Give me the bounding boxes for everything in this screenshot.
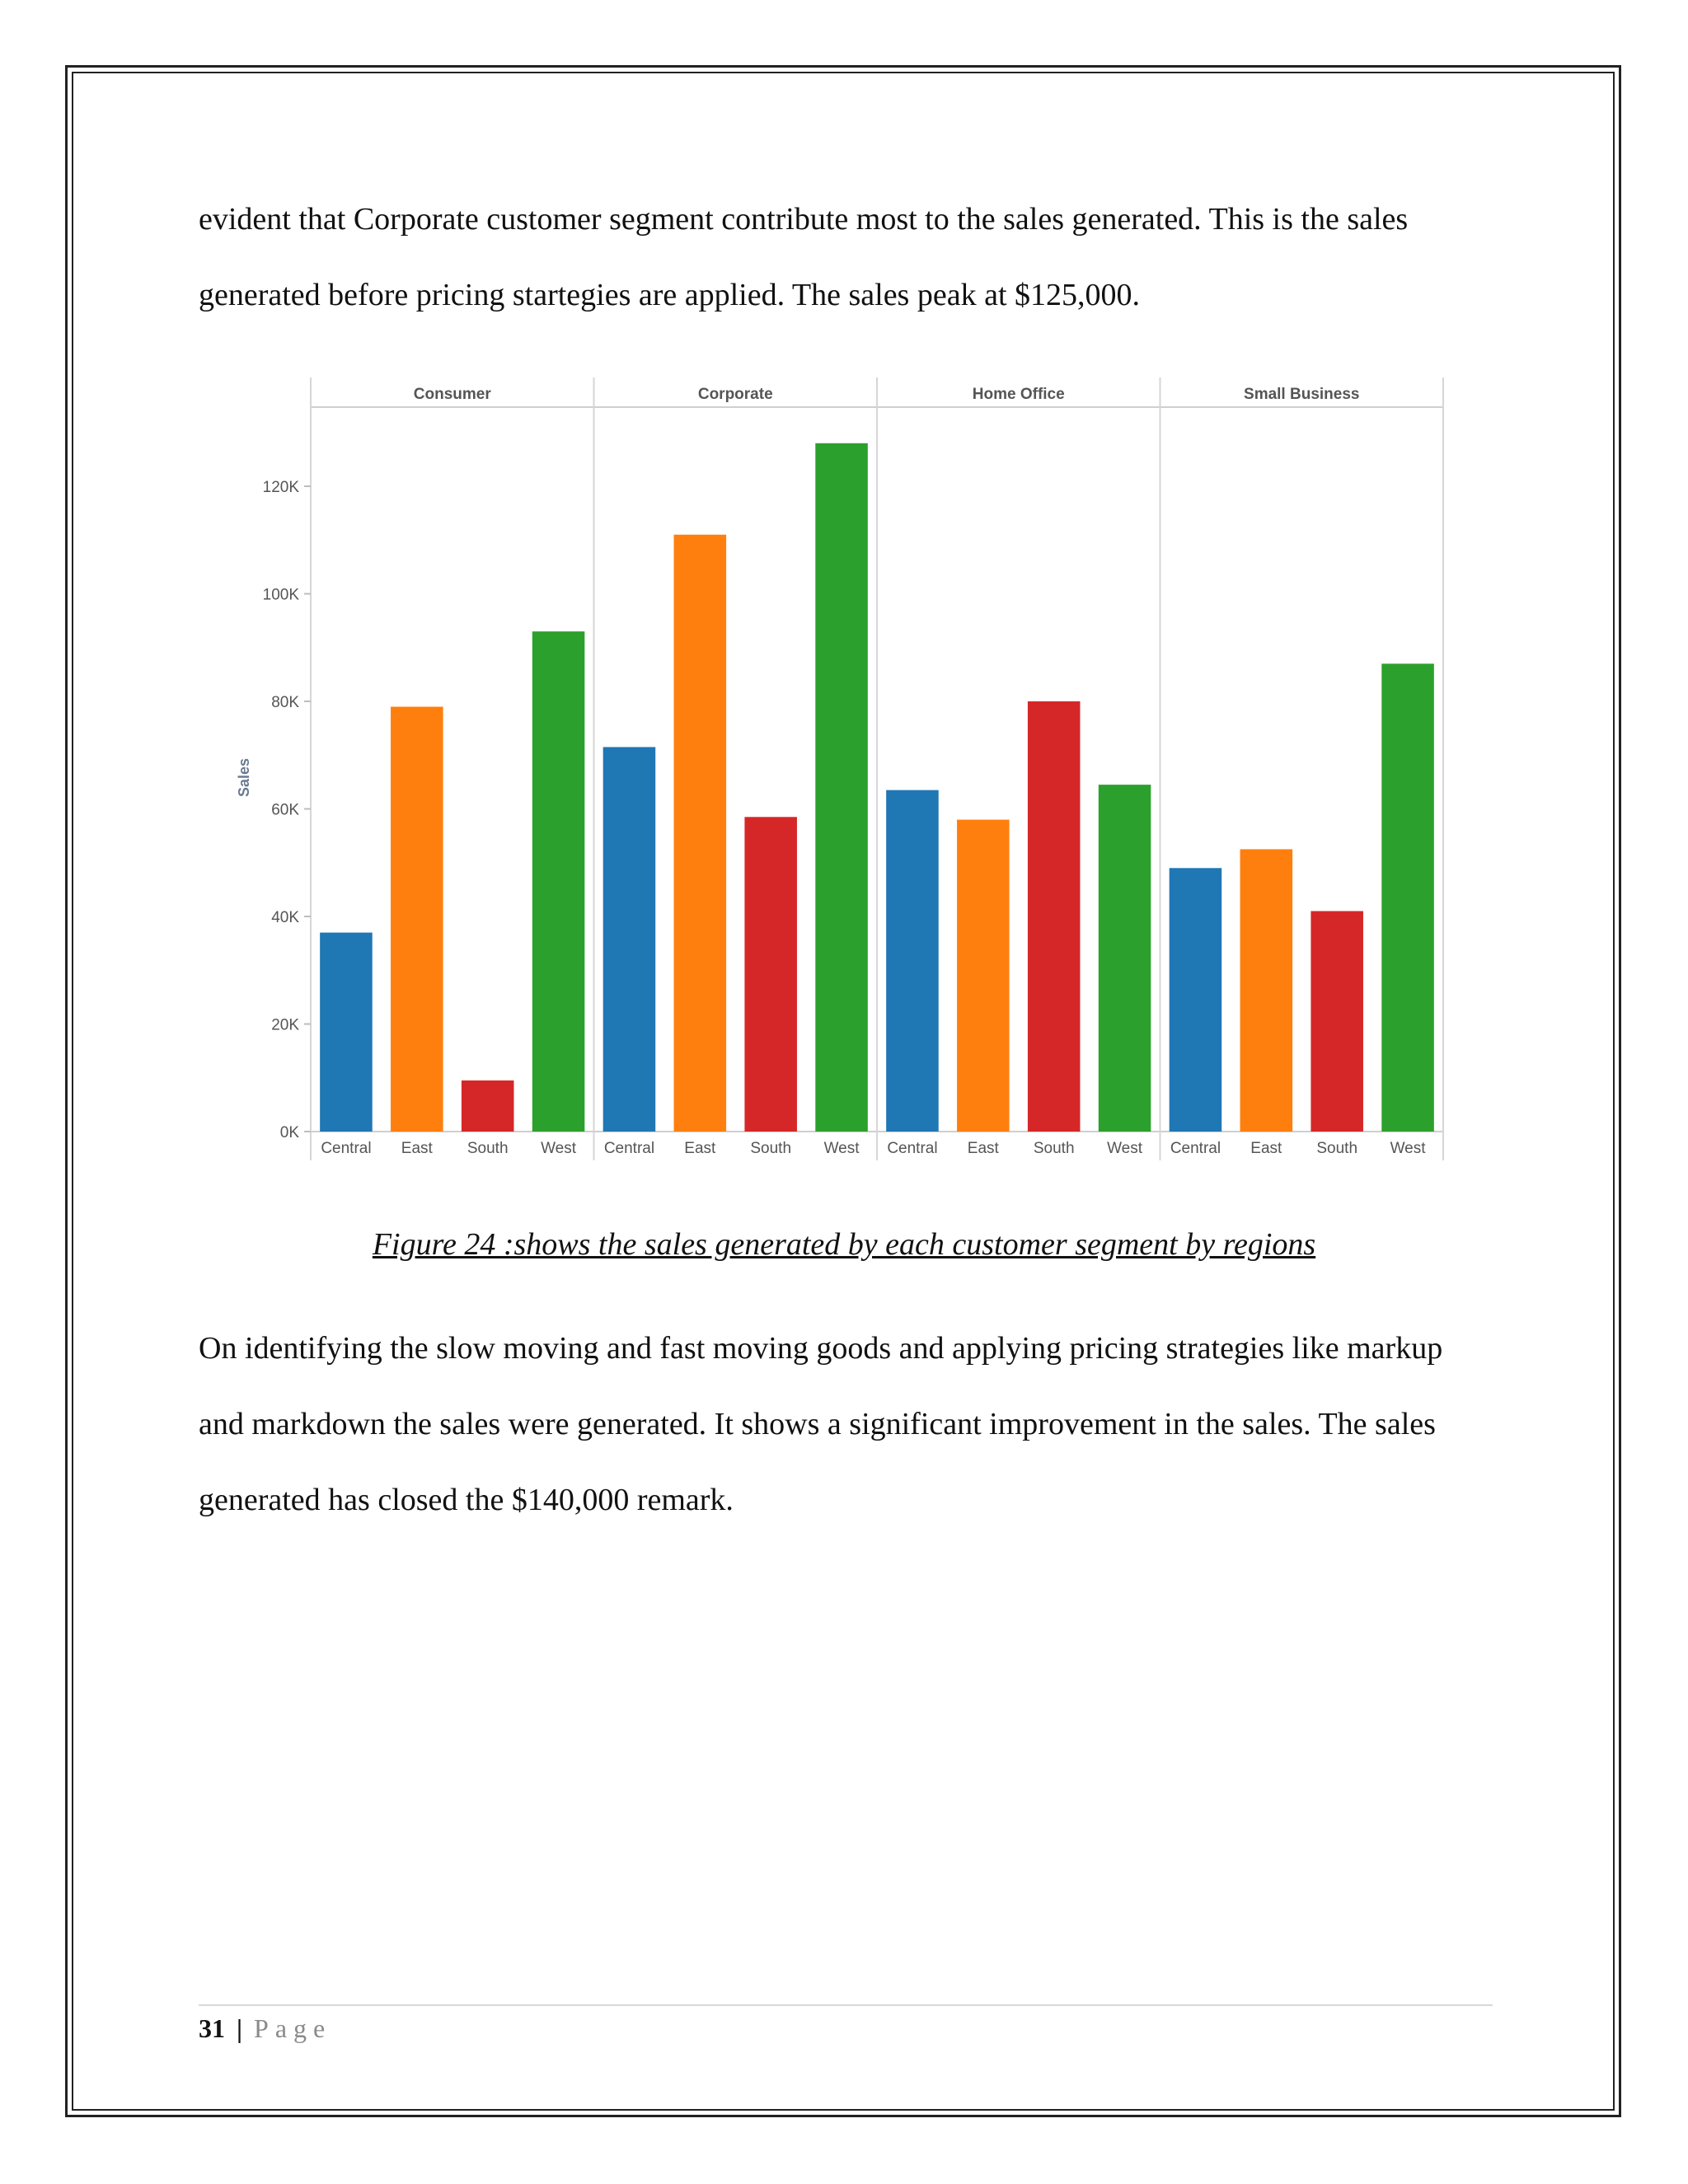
page-number: 31 (199, 2013, 225, 2043)
paragraph-intro: evident that Corporate customer segment contribute most to the sales generated. This is the sales generated before pricing startegies are applied. The sales peak at $125,000. (199, 202, 1409, 312)
x-tick-label: West (1390, 1140, 1426, 1157)
x-tick-label: Central (1170, 1140, 1221, 1157)
bar-home-office-south (1028, 701, 1081, 1132)
bar-consumer-central (320, 933, 373, 1132)
y-tick-label: 120K (262, 479, 299, 496)
x-tick-label: South (467, 1140, 509, 1157)
page-footer (199, 2008, 331, 2049)
paragraph-results: On identifying the slow moving and fast moving goods and applying pricing strategies like markup and markdown the sales were generated. It shows a significant improvement in the sales. The sales generated has closed the $140,000 remark. (199, 1331, 1443, 1517)
bar-consumer-west (532, 631, 585, 1132)
page-label: Page (254, 2013, 332, 2043)
bar-corporate-east (674, 535, 727, 1132)
x-tick-label: East (401, 1140, 433, 1157)
bar-corporate-central (603, 747, 656, 1132)
x-tick-label: Central (321, 1140, 372, 1157)
y-tick-label: 40K (271, 909, 299, 926)
bar-small-business-south (1311, 911, 1363, 1132)
y-tick-label: 0K (279, 1124, 299, 1141)
panel-header-home-office: Home Office (972, 386, 1065, 403)
panel-header-consumer: Consumer (413, 386, 491, 403)
x-tick-label: Central (603, 1140, 655, 1157)
x-tick-label: West (541, 1140, 577, 1157)
y-tick-label: 80K (271, 694, 299, 711)
chart-svg (214, 369, 1451, 1177)
x-tick-label: East (967, 1140, 999, 1157)
bar-small-business-east (1240, 849, 1293, 1132)
bar-home-office-west (1099, 785, 1151, 1132)
bar-consumer-south (462, 1080, 514, 1132)
bar-corporate-west (815, 443, 868, 1132)
x-tick-label: East (684, 1140, 716, 1157)
bar-consumer-east (391, 707, 443, 1132)
x-tick-label: South (1316, 1140, 1358, 1157)
y-tick-label: 20K (271, 1016, 299, 1034)
x-tick-label: East (1250, 1140, 1282, 1157)
panel-header-small-business: Small Business (1244, 386, 1360, 403)
x-tick-label: West (1107, 1140, 1143, 1157)
x-tick-label: West (823, 1140, 860, 1157)
x-tick-label: Central (887, 1140, 938, 1157)
y-tick-label: 60K (271, 801, 299, 819)
footer-rule (199, 2004, 1493, 2006)
x-tick-label: South (750, 1140, 792, 1157)
bar-home-office-central (886, 790, 939, 1132)
bar-home-office-east (957, 820, 1010, 1132)
sales-bar-chart (214, 369, 1451, 1177)
bar-small-business-central (1170, 868, 1222, 1132)
panel-header-corporate: Corporate (697, 386, 773, 403)
y-axis-label: Sales (236, 757, 252, 798)
footer-separator: | (237, 2013, 243, 2043)
x-tick-label: South (1033, 1140, 1075, 1157)
figure-caption: Figure 24 :shows the sales generated by each customer segment by regions (372, 1227, 1316, 1262)
bar-corporate-south (744, 817, 797, 1132)
bar-small-business-west (1381, 663, 1434, 1132)
y-tick-label: 100K (262, 586, 299, 604)
